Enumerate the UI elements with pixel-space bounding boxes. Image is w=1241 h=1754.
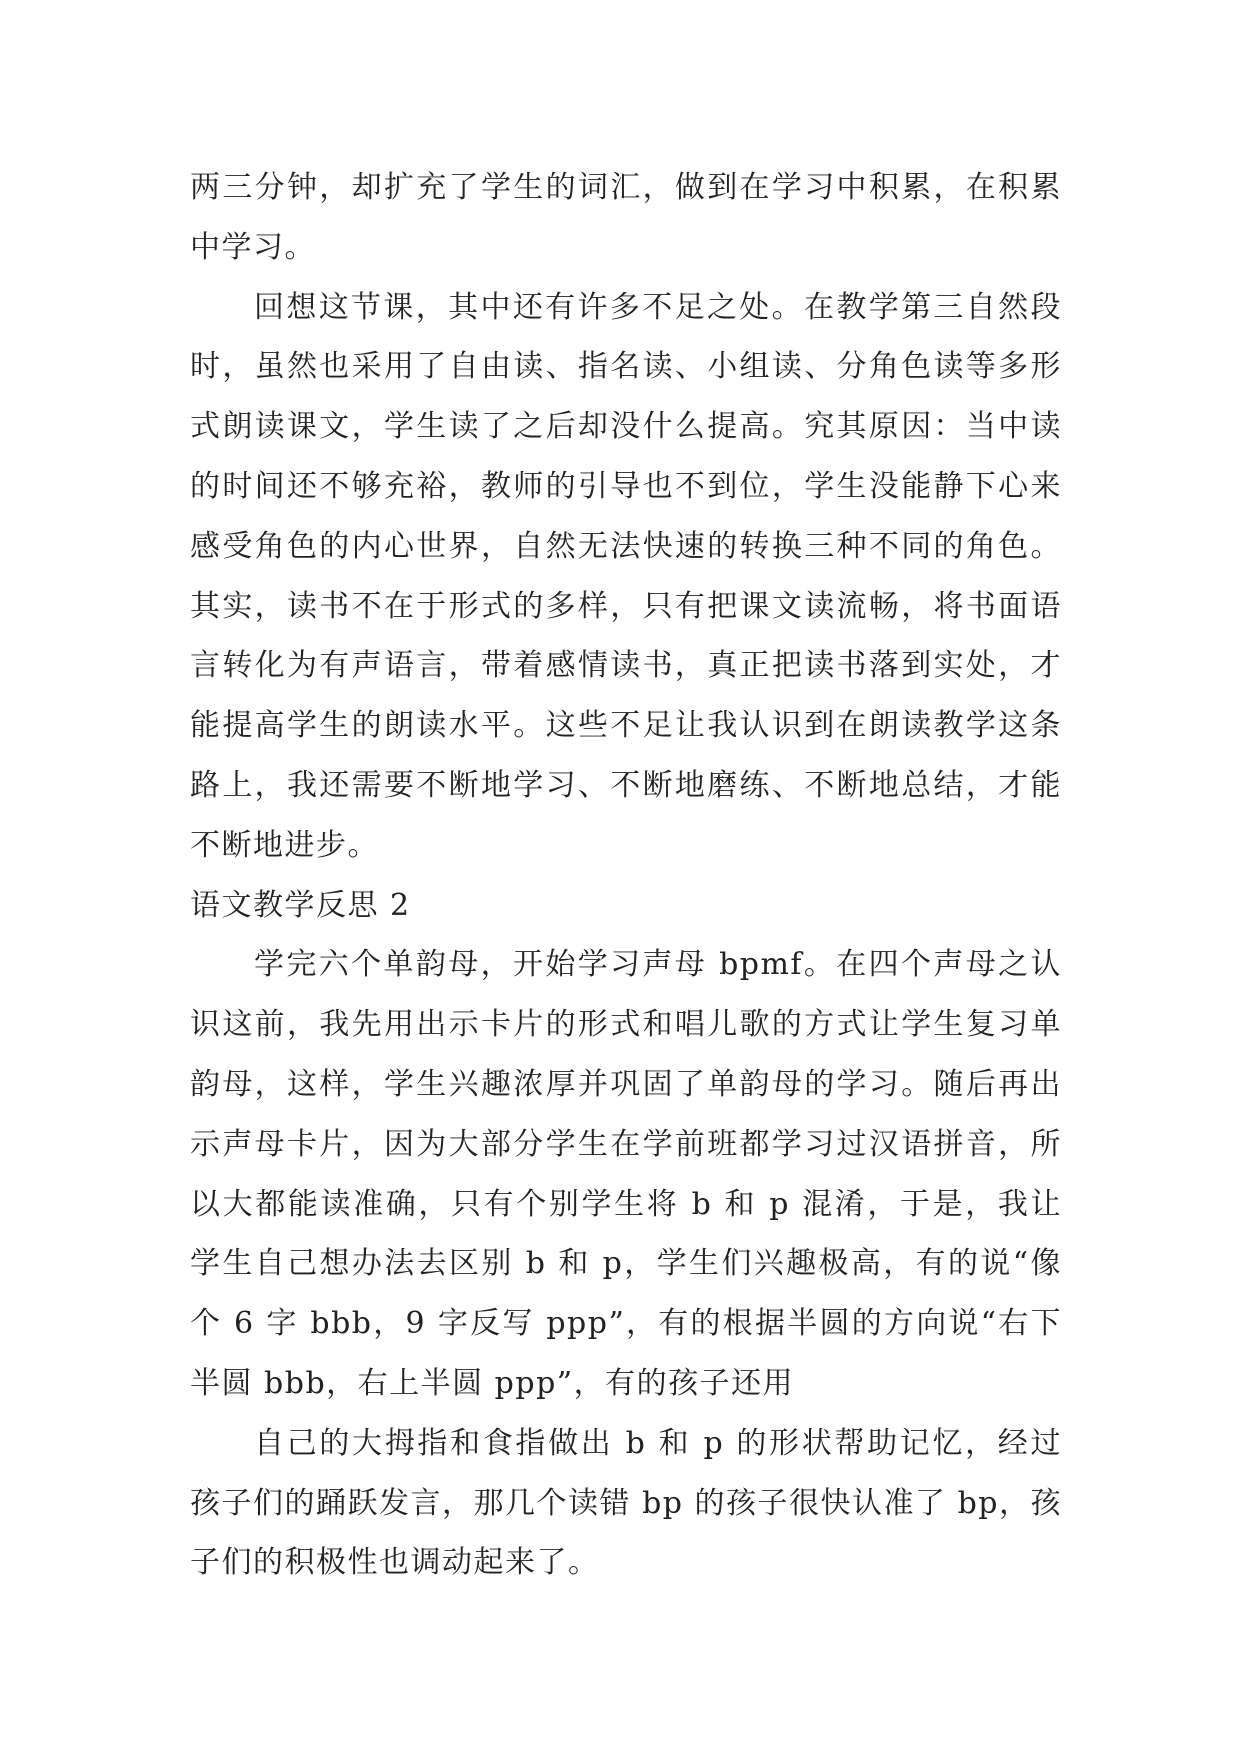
paragraph-phonics-lesson: 学完六个单韵母，开始学习声母 bpmf。在四个声母之认识这前，我先用出示卡片的形式和唱儿歌的方式让学生复习单韵母，这样，学生兴趣浓厚并巩固了单韵母的学习。随后再出示声母卡片，因为大部分学生在学前班都学习过汉语拼音，所以大都能读准确，只有个别学生将 b 和 p 混淆，于是，我让学生自己想办法去区别 b 和 p，学生们兴趣极高，有的说“像个 6 字 bbb，9 字反写 ppp”，有的根据半圆的方向说“右下半圆 bbb，右上半圆 ppp”，有的孩子还用 [190,947,1062,1401]
section-heading: 语文教学反思 2 [190,887,411,923]
paragraph-reflection: 回想这节课，其中还有许多不足之处。在教学第三自然段时，虽然也采用了自由读、指名读、小组读、分角色读等多形式朗读课文，学生读了之后却没什么提高。究其原因：当中读的时间还不够充裕，教师的引导也不到位，学生没能静下心来感受角色的内心世界，自然无法快速的转换三种不同的角色。其实，读书不在于形式的多样，只有把课文读流畅，将书面语言转化为有声语言，带着感情读书，真正把读书落到实处，才能提高学生的朗读水平。这些不足让我认识到在朗读教学这条路上，我还需要不断地学习、不断地磨练、不断地总结，才能不断地进步。 [190,289,1062,863]
paragraph-phonics-conclusion: 自己的大拇指和食指做出 b 和 p 的形状帮助记忆，经过孩子们的踊跃发言，那几个读错 bp 的孩子很快认准了 bp，孩子们的积极性也调动起来了。 [190,1425,1062,1581]
document-body [190,158,1062,1593]
paragraph-continuation: 两三分钟，却扩充了学生的词汇，做到在学习中积累，在积累中学习。 [190,170,1062,265]
